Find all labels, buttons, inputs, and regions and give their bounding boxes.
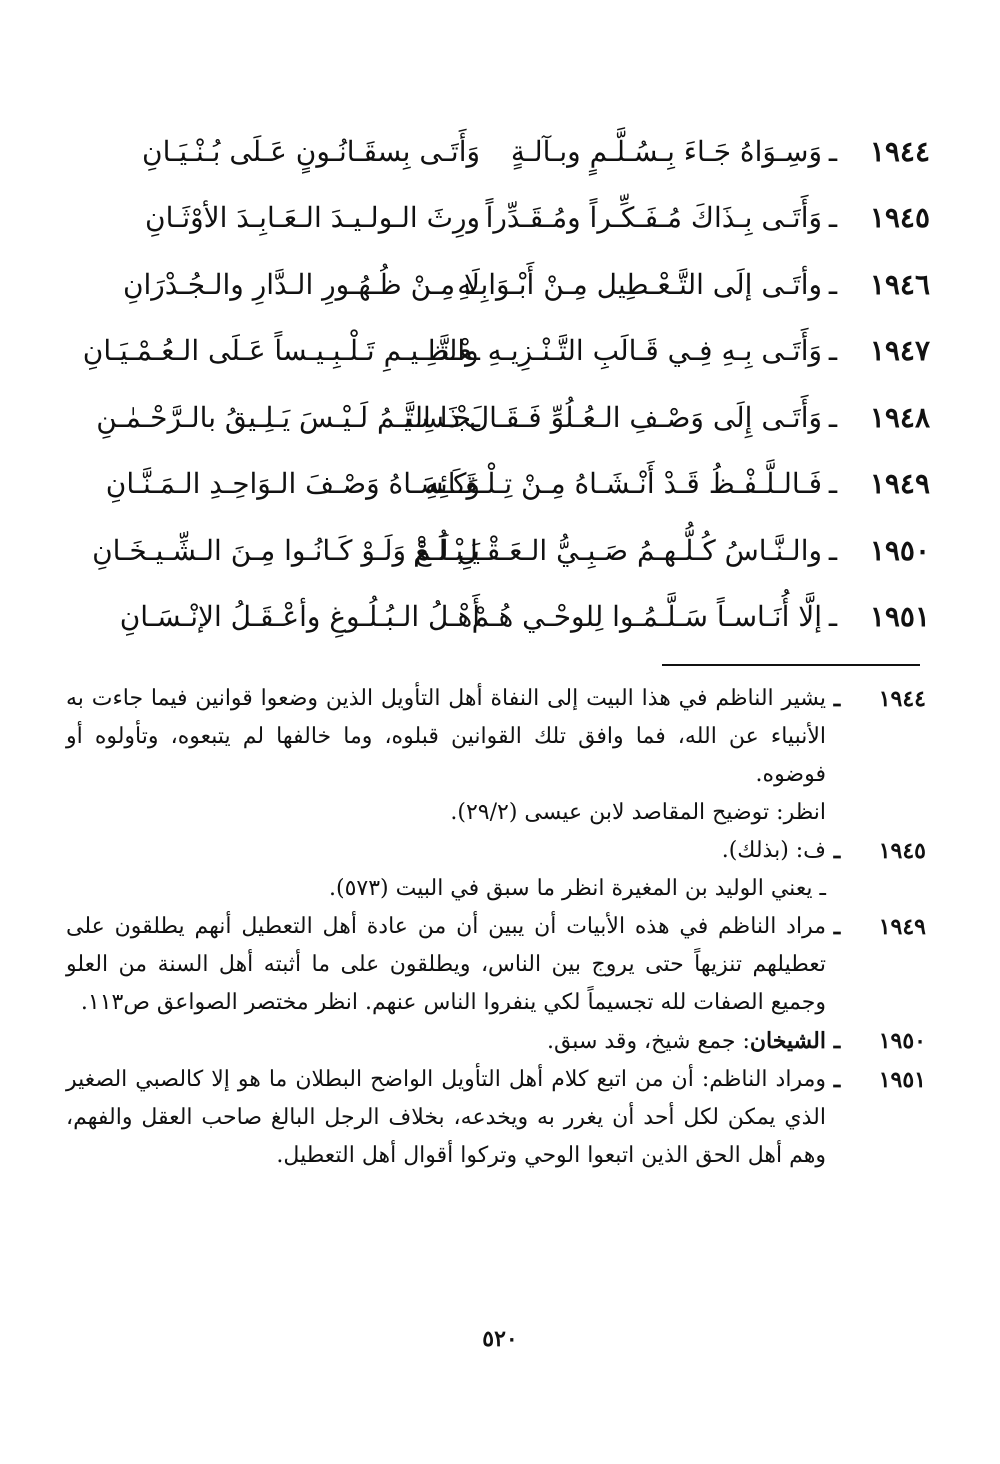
footnote bbox=[66, 1061, 926, 1175]
footnote-number: ١٩٤٥ bbox=[878, 838, 926, 864]
verse-number: ١٩٤٨ bbox=[869, 400, 930, 434]
footnote-reference: انظر: توضيح المقاصد لابن عيسى (٢٩/٢). bbox=[450, 800, 826, 825]
verse-dash: ـ bbox=[828, 267, 838, 301]
verse-first-hemistich: وَأَتَـى إِلَى وَصْـفِ الـعُـلُوِّ فَـقَـالَ ذَا التَّـ bbox=[397, 400, 822, 434]
verse-second-hemistich: ـعْـظِـيـمِ تَـلْـبِـيـساً عَـلَى الـعُـمْـيَـانِ bbox=[82, 334, 480, 368]
verse-number: ١٩٤٤ bbox=[869, 134, 930, 168]
verse-first-hemistich: إلَّا أُنَـاسـاً سَـلَّـمُـوا لِلوحْـي هُـمْ bbox=[471, 600, 822, 634]
verse-first-hemistich: وأتَـى إلَى التَّـعْـطِيل مِـنْ أَبْـوَابِـهِ bbox=[457, 267, 822, 301]
footnote-separator bbox=[662, 664, 920, 666]
verse-second-hemistich: أَهْـلُ الـبُـلُـوغِ وأعْـقَـلُ الإنْـسَـانِ bbox=[119, 600, 480, 634]
verse-second-hemistich: لَا مِـنْ ظُـهُـورِ الـدَّارِ والـجُـدْرَانِ bbox=[122, 267, 480, 301]
footnote-number: ١٩٥١ bbox=[878, 1067, 926, 1093]
verse-line bbox=[60, 451, 930, 518]
footnote-text: ف: (بذلك). bbox=[721, 838, 826, 863]
verse-line bbox=[60, 384, 930, 451]
verse-dash: ـ bbox=[828, 201, 838, 235]
verse-number: ١٩٤٧ bbox=[869, 334, 930, 368]
verse-line bbox=[60, 251, 930, 318]
footnote-dash: ـ bbox=[833, 914, 841, 940]
poem-verses bbox=[60, 118, 930, 650]
footnote bbox=[66, 908, 926, 1022]
footnote-term: الشيخان bbox=[749, 1028, 826, 1054]
verse-line bbox=[60, 185, 930, 252]
verse-number: ١٩٤٦ bbox=[869, 267, 930, 301]
verse-first-hemistich: وَسِـوَاهُ جَـاءَ بِـسُـلَّـمٍ وبـآلـةٍ bbox=[510, 134, 822, 168]
verse-dash: ـ bbox=[828, 334, 838, 368]
footnote-dash: ـ bbox=[833, 686, 841, 712]
verse-line bbox=[60, 318, 930, 385]
verse-line bbox=[60, 118, 930, 185]
footnote bbox=[66, 1022, 926, 1061]
verse-second-hemistich: ورِثَ الـولـيـدَ الـعَـابِـدَ الأوْثَـانِ bbox=[145, 201, 480, 235]
verse-second-hemistich: وَكَـسَـاهُ وَصْـفَ الـوَاحِـدِ الـمَـنَّـانِ bbox=[105, 467, 480, 501]
footnote-number: ١٩٥٠ bbox=[878, 1028, 926, 1054]
verse-second-hemistich: ـجْـسِـيـمُ لَـيْـسَ يَـلِـيقُ بالـرَّحْـمٰـنِ bbox=[96, 400, 480, 434]
footnote bbox=[66, 680, 926, 832]
verse-line bbox=[60, 517, 930, 584]
footnote-number: ١٩٤٩ bbox=[878, 914, 926, 940]
verse-first-hemistich: وَأَتَـى بِـذَاكَ مُـفَـكِّـراً ومُـقَـدِّراً bbox=[485, 201, 822, 235]
verse-number: ١٩٥٠ bbox=[869, 533, 930, 567]
verse-dash: ـ bbox=[828, 600, 838, 634]
footnote-text-wrapper bbox=[66, 1022, 826, 1061]
footnote bbox=[66, 832, 926, 908]
footnotes bbox=[66, 680, 926, 1175]
footnote-reference: ـ يعني الوليد بن المغيرة انظر ما سبق في البيت (٥٧٣). bbox=[329, 876, 826, 901]
verse-number: ١٩٤٥ bbox=[869, 201, 930, 235]
footnote-text: مراد الناظم في هذه الأبيات أن يبين أن من عادة أهل التعطيل أنهم يطلقون على تعطيلهم تنزيهاً حتى يروج بين الناس، ويطلقون على ما أثبته أهل السنة من العلو وجميع الصفات لله تجسيماً لكي ينفروا الناس عنهم. انظر مختصر الصواعق ص١١٣. bbox=[66, 914, 826, 1015]
footnote-text: ومراد الناظم: أن من اتبع كلام أهل التأويل الواضح البطلان ما هو إلا كالصبي الصغير الذي يمكن لكل أحد أن يغرر به ويخدعه، بخلاف الرجل البالغ صاحب العقل والفهم، وهم أهل الحق الذين اتبعوا الوحي وتركوا أقوال أهل التعطيل. bbox=[66, 1067, 826, 1168]
verse-first-hemistich: والـنَّـاسُ كُـلُّـهـمُ صَـبِـيُّ الـعَـقْـلِ لَـمْ bbox=[413, 533, 822, 567]
verse-dash: ـ bbox=[828, 533, 838, 567]
verse-first-hemistich: فَـالـلَّـفْـظُ قَـدْ أَنْـشَـاهُ مِـنْ تِـلْـقَـائِهِ bbox=[424, 467, 822, 501]
verse-dash: ـ bbox=[828, 134, 838, 168]
verse-first-hemistich: وَأَتَـى بِـهِ فِـي قَـالَبِ التَّـنْـزِيـهِ والتَّـ bbox=[432, 334, 822, 368]
footnote-dash: ـ bbox=[833, 1028, 841, 1054]
footnote-number: ١٩٤٤ bbox=[878, 686, 926, 712]
verse-second-hemistich: يَـبْـلُـغْ وَلَـوْ كَـانُـوا مِـنَ الـشِّـيـخَـانِ bbox=[92, 533, 480, 567]
verse-dash: ـ bbox=[828, 467, 838, 501]
verse-number: ١٩٥١ bbox=[869, 600, 930, 634]
verse-number: ١٩٤٩ bbox=[869, 467, 930, 501]
verse-second-hemistich: وَأَتَـى بِسقَـانُـونٍ عَـلَى بُـنْـيَـانِ bbox=[142, 134, 480, 168]
footnote-text: يشير الناظم في هذا البيت إلى النفاة أهل التأويل الذين وضعوا قوانين فيما جاءت به الأنبياء عن الله، فما وافق تلك القوانين قبلوه، وما خالفها لم يتبعوه، وتأولوه أو فوضوه. bbox=[66, 686, 826, 787]
footnote-dash: ـ bbox=[833, 838, 841, 864]
footnote-text: : جمع شيخ، وقد سبق. bbox=[546, 1029, 750, 1054]
page-number: ٥٢٠ bbox=[482, 1326, 518, 1352]
verse-line bbox=[60, 584, 930, 651]
verse-dash: ـ bbox=[828, 400, 838, 434]
footnote-dash: ـ bbox=[833, 1067, 841, 1093]
